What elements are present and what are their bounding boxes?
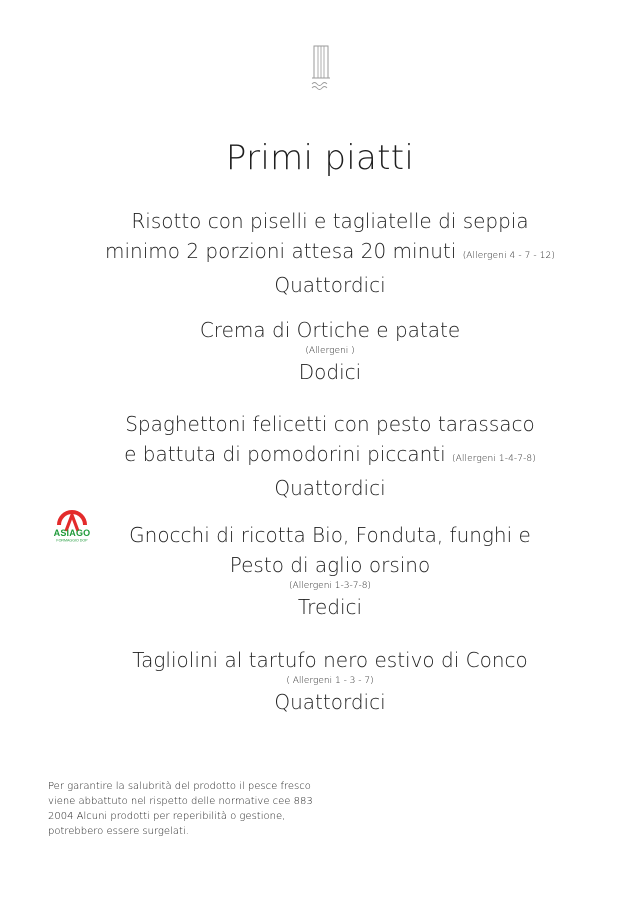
dish-price: Quattordici bbox=[274, 273, 386, 297]
footnote bbox=[48, 779, 328, 839]
menu-item bbox=[60, 206, 600, 299]
asiago-brand-text: ASIAGO bbox=[53, 528, 91, 538]
dish-name-line: Risotto con piselli e tagliatelle di seppia bbox=[131, 209, 529, 233]
dish-price: Tredici bbox=[297, 595, 363, 619]
allergens-note: (Allergeni ) bbox=[305, 346, 355, 356]
dish-price: Dodici bbox=[298, 360, 362, 384]
allergens-note: (Allergeni 4 - 7 - 12) bbox=[462, 251, 555, 261]
dish-name-line bbox=[60, 236, 600, 271]
dish-name-text: e battuta di pomodorini piccanti bbox=[124, 442, 446, 466]
menu-item bbox=[60, 315, 600, 386]
dish-name-line: Gnocchi di ricotta Bio, Fonduta, funghi e bbox=[129, 523, 531, 547]
dish-price: Quattordici bbox=[274, 476, 386, 500]
menu-item bbox=[60, 409, 600, 502]
column-logo-icon bbox=[310, 44, 332, 92]
dish-name-line: Pesto di aglio orsino bbox=[229, 553, 431, 577]
menu-item bbox=[60, 520, 600, 621]
footnote-line: viene abbattuto nel rispetto delle normative cee 883 bbox=[48, 796, 313, 807]
dish-name-text: minimo 2 porzioni attesa 20 minuti bbox=[104, 239, 457, 263]
dish-name-line: Tagliolini al tartufo nero estivo di Conco bbox=[132, 648, 528, 672]
dish-name-line: Crema di Ortiche e patate bbox=[199, 318, 461, 342]
menu-item bbox=[60, 645, 600, 716]
allergens-note: (Allergeni 1-3-7-8) bbox=[289, 581, 371, 591]
dish-name-line: Spaghettoni felicetti con pesto tarassaco bbox=[125, 412, 535, 436]
page-title: Primi piatti bbox=[225, 138, 415, 178]
asiago-subtitle-text: FORMAGGIO DOP bbox=[56, 538, 88, 543]
dish-name-line bbox=[60, 439, 600, 474]
dish-price: Quattordici bbox=[274, 690, 386, 714]
allergens-note: (Allergeni 1-4-7-8) bbox=[452, 454, 536, 464]
footnote-line: Per garantire la salubrità del prodotto il pesce fresco bbox=[48, 781, 311, 792]
footnote-line: potrebbero essere surgelati. bbox=[48, 826, 189, 837]
allergens-note: ( Allergeni 1 - 3 - 7) bbox=[286, 676, 374, 686]
footnote-line: 2004 Alcuni prodotti per reperibilità o gestione, bbox=[48, 811, 286, 822]
